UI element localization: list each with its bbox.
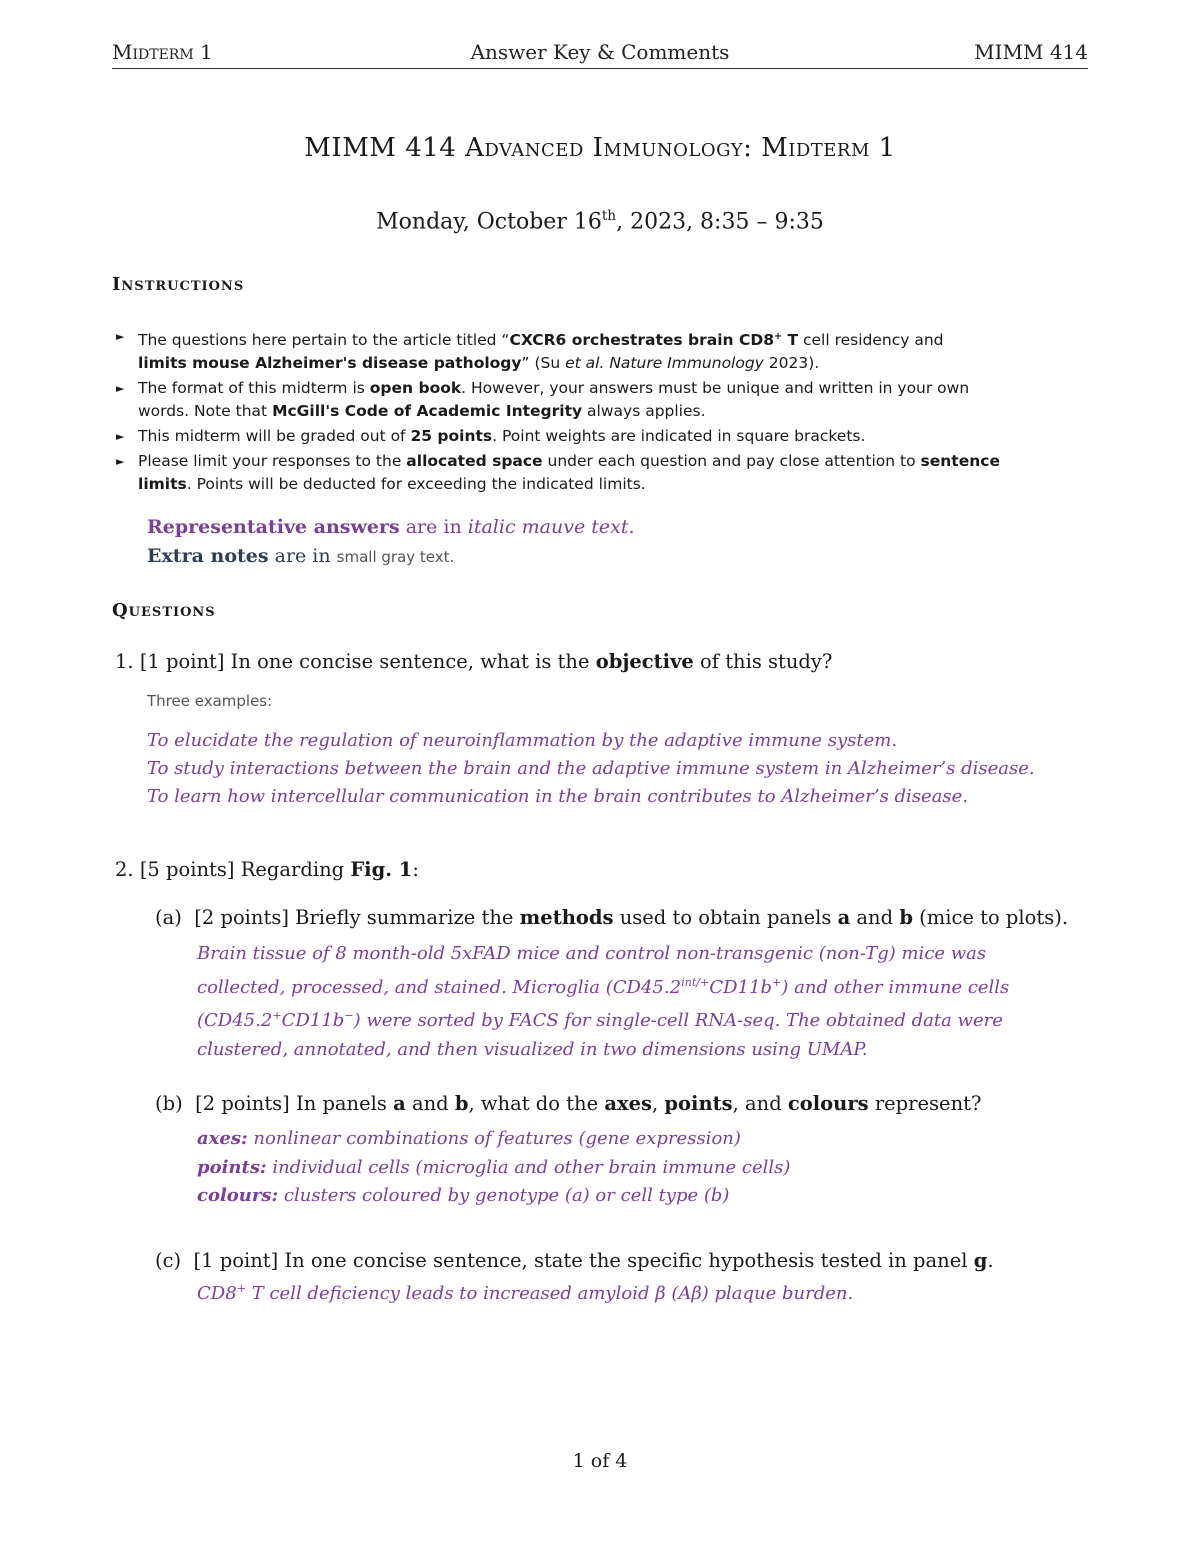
header-left: Midterm 1 [112,40,213,64]
bullet-icon: ► [116,430,125,444]
legend-representative: Representative answers are in italic mauve text. [147,516,635,538]
page-number: 1 of 4 [572,1450,628,1472]
q1-note: Three examples: [147,692,273,710]
bullet-icon: ► [116,382,125,396]
question-2a: (a) [2 points] Briefly summarize the methods used to obtain panels a and b (mice to plots). [155,906,1069,929]
instructions-list [114,325,1090,498]
document-title: MIMM 414 Advanced Immunology: Midterm 1 [304,133,896,163]
header-center: Answer Key & Comments [470,40,730,64]
bullet-icon: ► [116,455,125,469]
question-1: 1. [1 point] In one concise sentence, what is the objective of this study? [115,650,833,673]
legend-extra-notes: Extra notes are in small gray text. [147,545,455,567]
instruction-item: ► The questions here pertain to the article titled “CXCR6 orchestrates brain CD8+ T cell residency and limits mouse Alzheimer's disease pathology” (Su et al. Nature Immunology 2023). [114,325,1090,375]
q1-answers [147,727,1035,811]
instruction-item: ► Please limit your responses to the allocated space under each question and pay close attention to sentence limits. Points will be deducted for exceeding the indicated limits. [116,452,1000,494]
q2b-answer: axes: nonlinear combinations of features (gene expression) points: individual cells (microglia and other brain immune cells) colours: clusters coloured by genotype (a) or cell type (b) [197,1128,791,1206]
header-right: MIMM 414 [974,40,1088,64]
question-2: 2. [5 points] Regarding Fig. 1: [115,858,419,881]
bullet-icon: ► [116,330,125,343]
exam-date: Monday, October 16th, 2023, 8:35 – 9:35 [376,208,824,235]
instruction-item: ► This midterm will be graded out of 25 points. Point weights are indicated in square brackets. [114,425,1090,448]
question-2b: (b) [2 points] In panels a and b, what do the axes, points, and colours represent? [155,1092,982,1115]
instructions-heading: Instructions [112,274,245,295]
running-header [112,38,1088,69]
answer-line: To study interactions between the brain and the adaptive immune system in Alzheimer’s disease. [147,758,1035,779]
question-2c: (c) [1 point] In one concise sentence, state the specific hypothesis tested in panel g. [155,1249,994,1272]
answer-line: To learn how intercellular communication in the brain contributes to Alzheimer’s disease. [147,786,969,807]
answer-line: To elucidate the regulation of neuroinflammation by the adaptive immune system. [147,730,898,751]
instruction-item: ► The format of this midterm is open book. However, your answers must be unique and written in your own words. Note that McGill's Code of Academic Integrity always applies. [116,379,970,421]
questions-heading: Questions [112,600,216,621]
answer-legend [147,513,635,572]
q2c-answer: CD8+ T cell deficiency leads to increased amyloid β (Aβ) plaque burden. [197,1282,854,1304]
q2a-answer: Brain tissue of 8 month-old 5xFAD mice and control non-transgenic (non-Tg) mice was collected, processed, and stained. Microglia $(CD45.2^{int/+}CD11b^+)$ and other immune cells (CD45.2+CD11b−) were sorted by FACS for single-cell RNA-seq. The obtained data were clustered, annotated, and then visualized in two dimensions using UMAP. [197,943,1010,1060]
